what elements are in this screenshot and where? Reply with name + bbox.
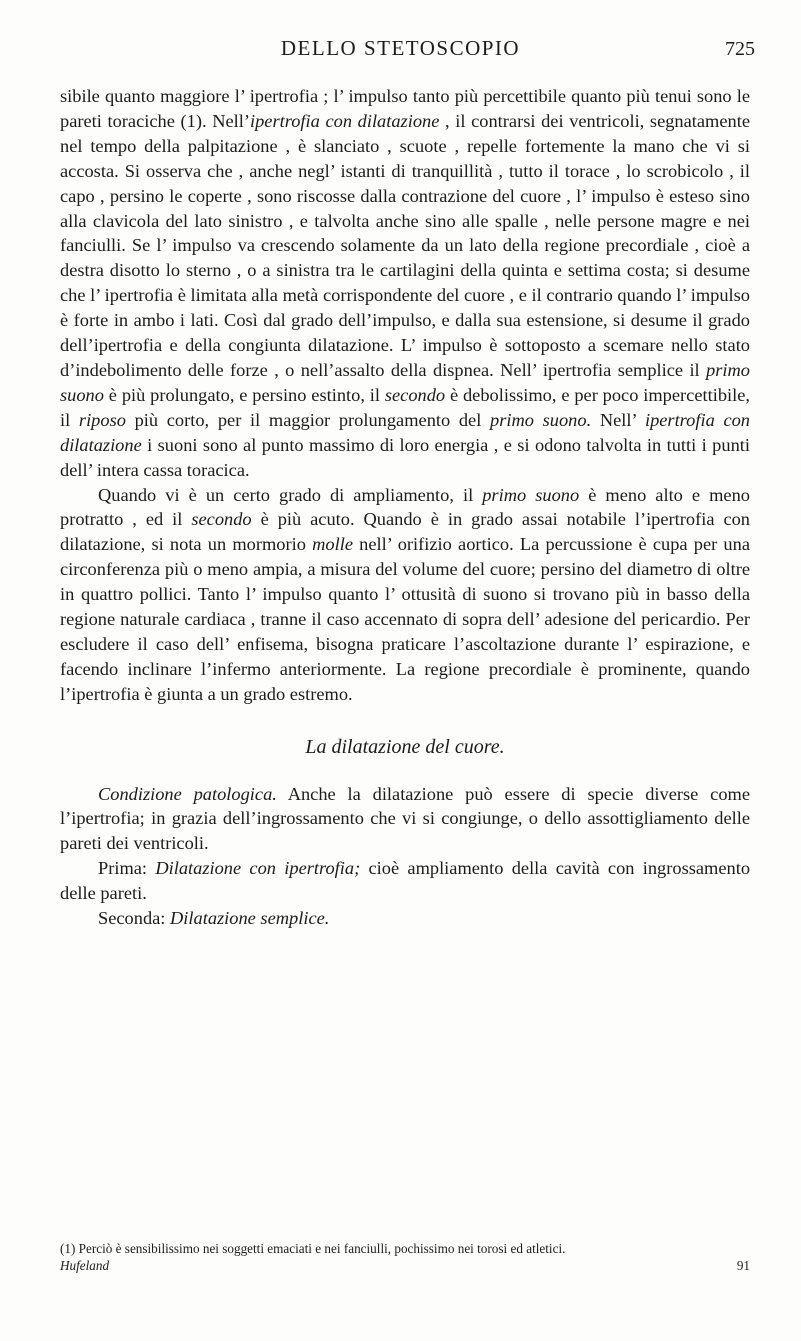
text-run: , il contrarsi dei ventricoli, segnatamente nel tempo della palpitazione , è slanciato , scuote , repelle fortemente la mano che vi si accosta. Si osserva che , anche negl’ istanti di tranquillità , tutto il torace , lo scrobicolo , il capo , persino le coperte , sono riscosse dalla contrazione del cuore , l’ impulso è esteso sino alla clavicola del lato sinistro , e talvolta anche sino alle spalle , nelle persone magre e nei fanciulli. Se l’ impulso va crescendo solamente da un lato della regione precordiale , cioè a destra disotto lo sterno , o a sinistra tra le cartilagini della quinta e settima costa; si desume che l’ ipertrofia è limitata alla metà corrispondente del cuore , e il contrario quando l’ impulso è forte in ambo i lati. Così dal grado dell’impulso, e dalla sua estensione, si desume il grado dell’ipertrofia e della congiunta dilatazione. L’ impulso è sottoposto a scemare nello stato d’indebolimento delle forze , o nell’assalto della dispnea. Nell’ ipertrofia semplice il <box>60 110 750 380</box>
italic-text: Dilatazione semplice. <box>170 908 330 929</box>
italic-text: primo suono <box>60 359 750 405</box>
paragraph <box>60 483 750 707</box>
footnote-text: (1) Perciò è sensibilissimo nei soggetti emaciati e nei fanciulli, pochissimo nei torosi ed atletici. <box>60 1241 566 1256</box>
text-run: Nell’ <box>591 409 645 430</box>
text-run: Prima: <box>98 858 156 879</box>
footnote-author: Hufeland <box>60 1258 110 1273</box>
paragraphs-after <box>60 782 750 931</box>
paragraphs-before <box>60 84 750 707</box>
paragraph <box>60 84 750 483</box>
italic-text: ipertrofia con dilatazione <box>250 110 440 131</box>
italic-text: riposo <box>78 409 126 430</box>
italic-text: Dilatazione con ipertrofia; <box>155 858 361 879</box>
italic-text: molle <box>312 534 353 555</box>
paragraph <box>60 782 750 857</box>
italic-text: primo suono. <box>490 409 592 430</box>
text-run: cioè ampliamento della cavità con ingrossamento delle pareti. <box>60 858 751 904</box>
body-text <box>60 84 750 931</box>
section-title: La dilatazione del cuore. <box>305 735 505 758</box>
text-run: Anche la dilatazione può essere di specie diverse come l’ipertrofia; in grazia dell’ingrossamento che vi si congiunge, o dello assottigliamento delle pareti dei ventricoli. <box>60 783 750 854</box>
paragraph <box>60 906 750 931</box>
footnote <box>60 1240 750 1274</box>
text-run: sibile quanto maggiore l’ ipertrofia ; l’ impulso tanto più percettibile quanto più tenui sono le pareti toraciche (1). Nell’ <box>60 86 750 131</box>
footnote-attribution <box>60 1257 750 1274</box>
text-run: è più acuto. Quando è in grado assai notabile l’ipertrofia con dilatazione, si nota un mormorio <box>60 509 750 555</box>
text-run: i suoni sono al punto massimo di loro energia , e si odono talvolta in tutti i punti dell’ intera cassa toracica. <box>60 434 750 480</box>
italic-text: primo suono <box>482 484 580 505</box>
text-run: è meno alto e meno protratto , ed il <box>60 484 750 530</box>
italic-text: ipertrofia con dilatazione <box>60 409 750 455</box>
text-run: più corto, per il maggior prolungamento del <box>125 409 491 430</box>
signature-mark: 91 <box>736 1258 750 1273</box>
text-run: è debolissimo, e per poco impercettibile, il <box>60 384 750 430</box>
page-number: 725 <box>725 38 755 60</box>
text-run: Seconda: <box>98 908 171 929</box>
italic-text: secondo <box>384 384 446 405</box>
text-run: Quando vi è un certo grado di ampliamento, il <box>98 484 483 505</box>
text-run: nell’ orifizio aortico. La percussione è cupa per una circonferenza più o meno ampia, a misura del volume del cuore; persino del diametro di oltre in quattro pollici. Tanto l’ impulso quanto l’ ottusità di suono si trovano più in basso della regione naturale cardiaca , tranne il caso accennato di sopra dell’ adesione del pericardio. Per escludere il caso dell’ enfisema, bisogna praticare l’ascoltazione durante l’ espirazione, e facendo inclinare l’infermo anteriormente. La regione precordiale è prominente, quando l’ipertrofia è giunta a un grado estremo. <box>60 534 750 704</box>
italic-text: Condizione patologica. <box>98 783 277 804</box>
running-title: DELLO STETOSCOPIO <box>280 36 521 60</box>
running-head <box>0 36 801 70</box>
text-run: è più prolungato, e persino estinto, il <box>103 384 385 405</box>
italic-text: secondo <box>191 509 252 530</box>
paragraph <box>60 856 750 906</box>
